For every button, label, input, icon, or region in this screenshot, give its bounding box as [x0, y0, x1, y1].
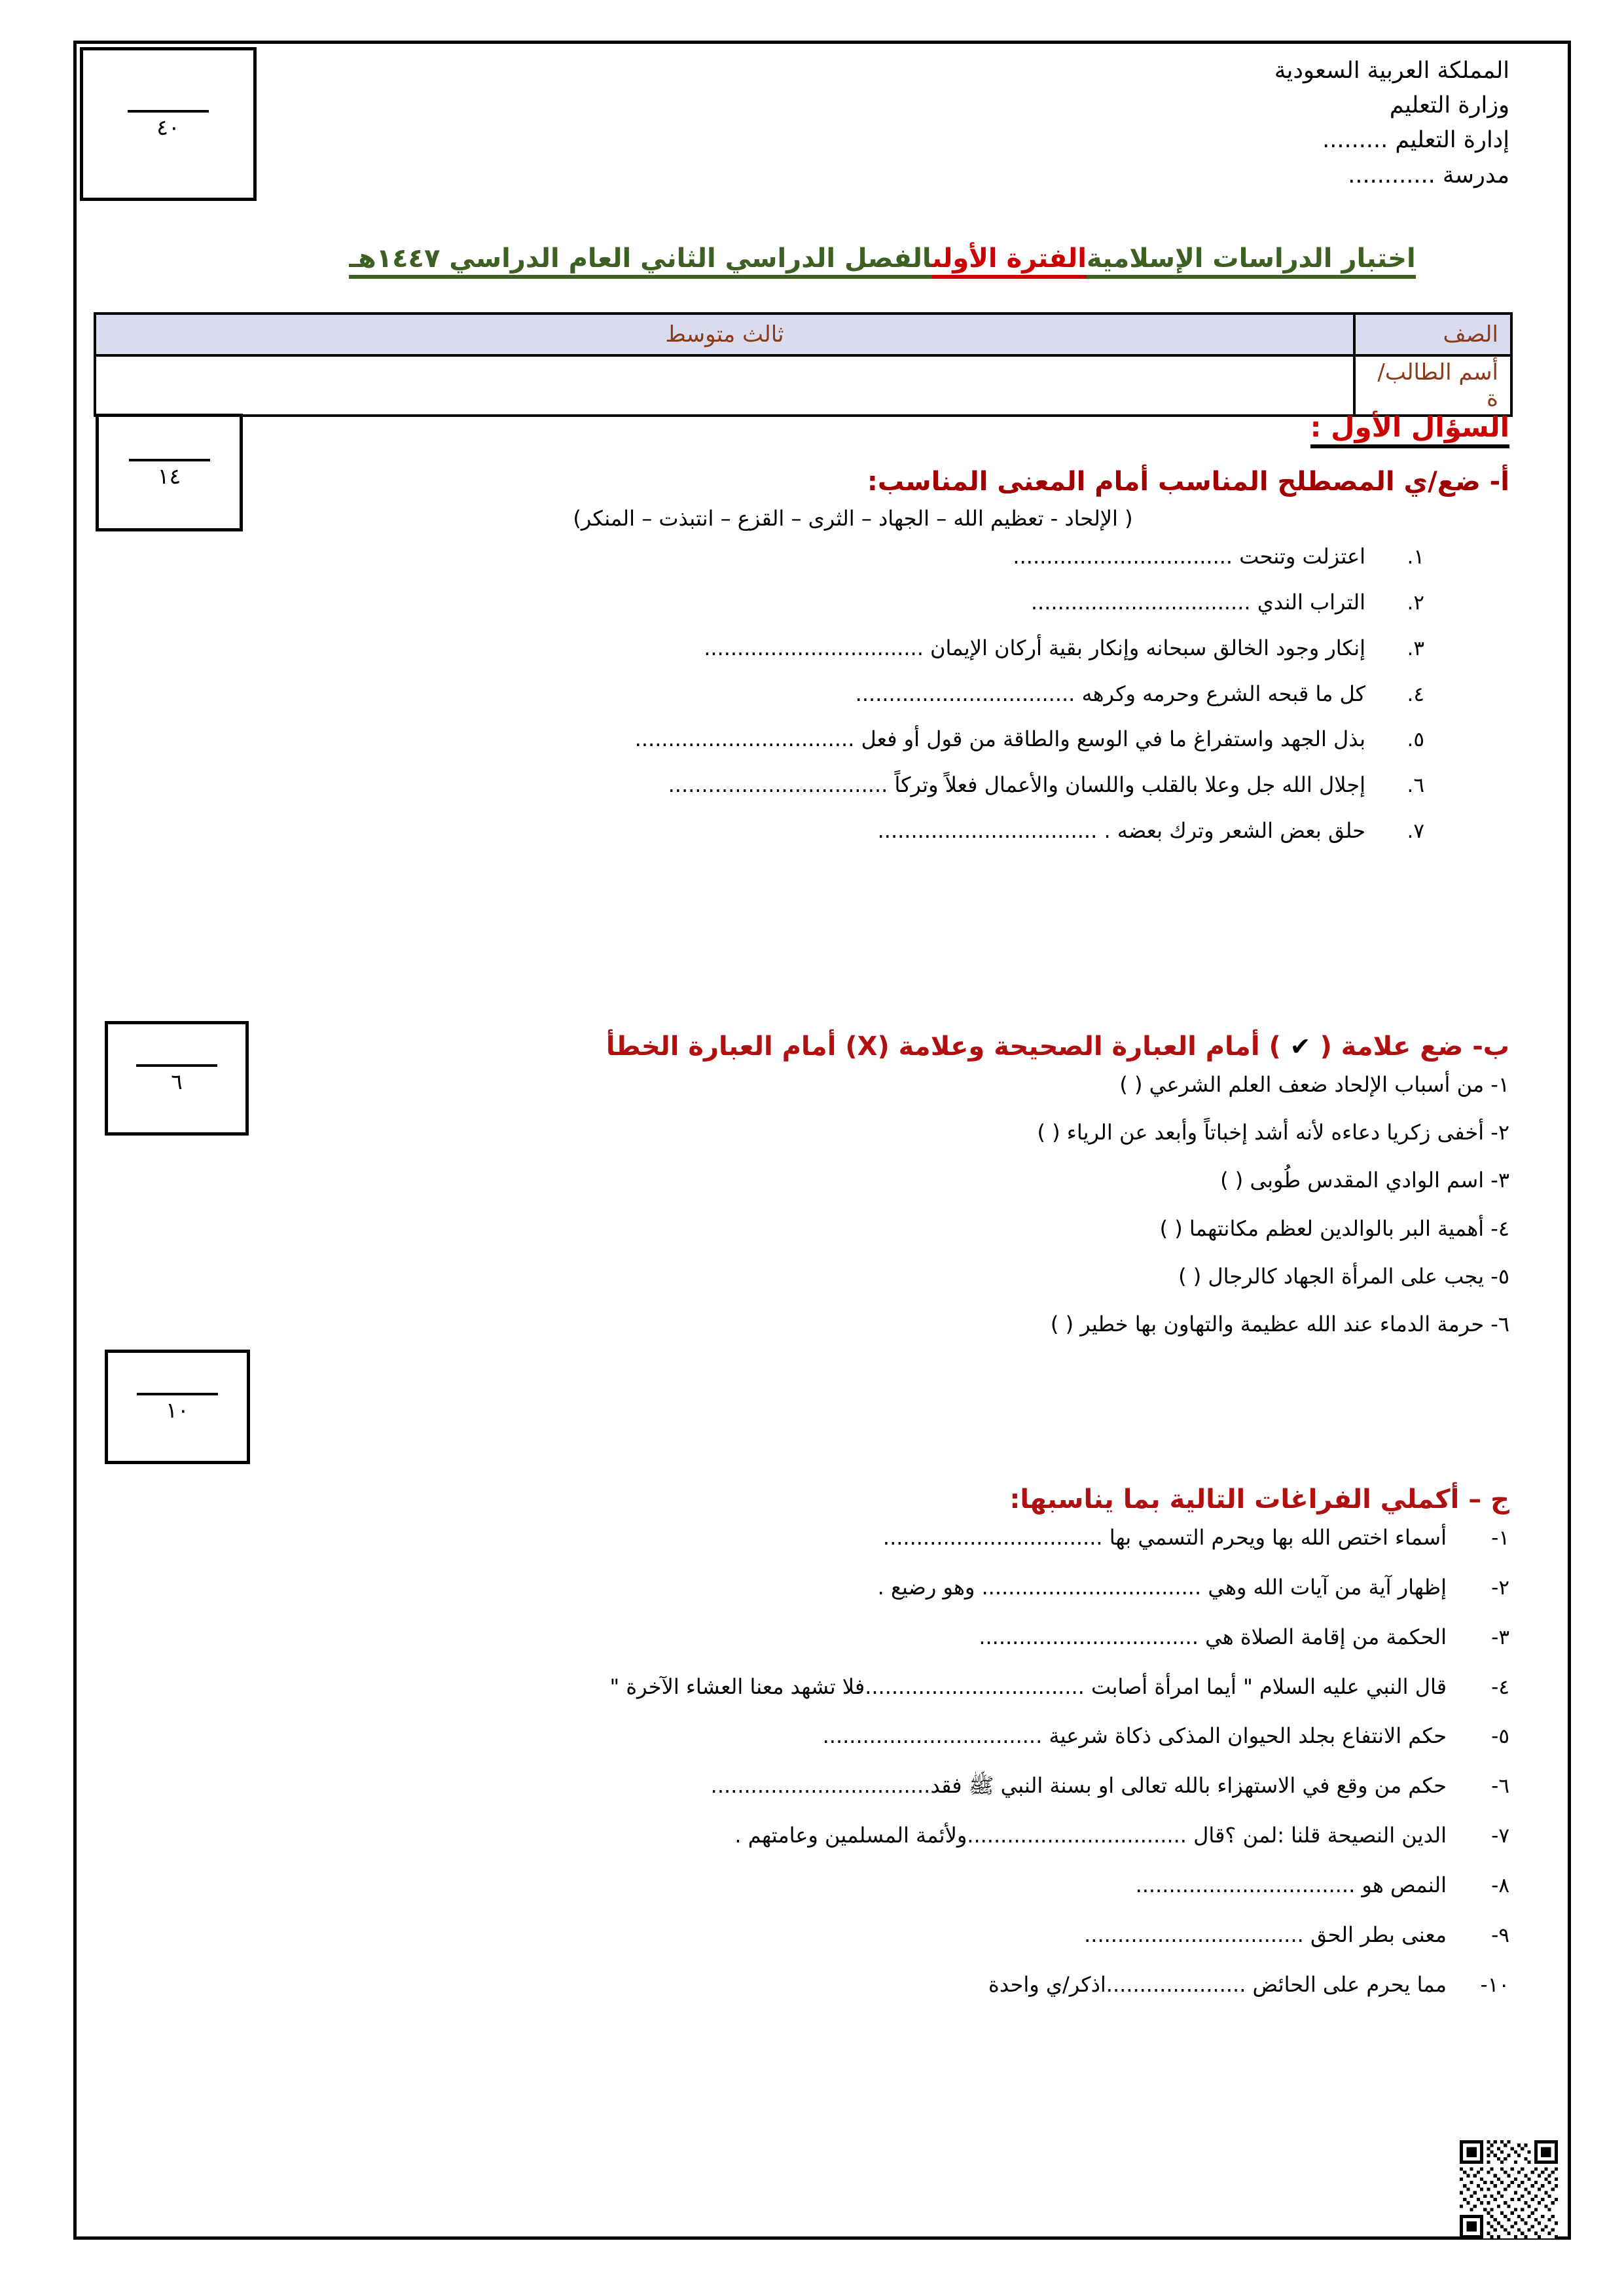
section-c-item-list — [196, 1524, 1509, 1999]
list-item-text[interactable]: أسماء اختص الله بها ويحرم التسمي بها ................................. — [882, 1525, 1447, 1550]
fraction-rule — [137, 1393, 218, 1395]
list-item — [196, 1166, 1509, 1194]
list-item — [196, 1673, 1509, 1702]
mark-box-q1c-inner — [137, 1393, 218, 1421]
question-1-title: السؤال الأول : — [1310, 411, 1509, 448]
list-item-number: ٣- — [1491, 1625, 1509, 1649]
label-class: الصف — [1354, 314, 1511, 355]
list-item — [196, 725, 1424, 754]
school-identity-block — [1274, 54, 1509, 193]
list-item — [196, 1071, 1509, 1099]
list-item-text[interactable]: الحكمة من إقامة الصلاة هي ................................. — [979, 1624, 1447, 1649]
list-item-number: ٢- — [1491, 1575, 1509, 1600]
list-item-text[interactable]: إنكار وجود الخالق سبحانه وإنكار بقية أركان الإيمان ................................. — [704, 635, 1365, 660]
list-item-text[interactable]: إجلال الله جل وعلا بالقلب واللسان والأعمال فعلاً وتركاً ................................. — [668, 772, 1365, 798]
section-a-item-list — [196, 543, 1424, 846]
list-item — [196, 588, 1424, 617]
list-item — [196, 817, 1424, 846]
list-item-number: ١- — [1490, 1072, 1509, 1097]
section-c-heading: ج – أكملي الفراغات التالية بما يناسبها: — [1009, 1484, 1509, 1515]
list-item — [196, 1215, 1509, 1243]
list-item-text: حرمة الدماء عند الله عظيمة والتهاون بها خطير ( — [1065, 1311, 1485, 1336]
mark-box-q1a-value: ١٤ — [157, 463, 181, 489]
list-item-text[interactable]: التراب الندي ................................. — [1030, 589, 1365, 615]
answer-blank[interactable]: ) — [1050, 1311, 1059, 1336]
list-item-number: ٥- — [1490, 1263, 1509, 1289]
list-item — [196, 1871, 1509, 1900]
list-item — [196, 634, 1424, 663]
list-item — [196, 771, 1424, 800]
list-item — [196, 680, 1424, 709]
mark-box-total-value: ٤٠ — [156, 115, 180, 140]
list-item — [196, 1722, 1509, 1751]
section-b-item-list — [196, 1071, 1509, 1338]
list-item-text[interactable]: الدين النصيحة قلنا :لمن ؟قال .................................ولأئمة المسلمين وعامتهم . — [734, 1823, 1447, 1848]
list-item-number: ٦. — [1407, 774, 1424, 798]
student-info-table — [94, 312, 1513, 417]
section-b-heading-post: ) أمام العبارة الصحيحة وعلامة (X) أمام العبارة الخطأ — [605, 1031, 1290, 1062]
list-item-text[interactable]: حكم الانتفاع بجلد الحيوان المذكى ذكاة شرعية ................................. — [822, 1723, 1447, 1749]
answer-blank[interactable]: ) — [1037, 1120, 1045, 1145]
exam-title — [255, 243, 1509, 274]
identity-line-school: مدرسة ............ — [1348, 162, 1509, 188]
identity-line-kingdom: المملكة العربية السعودية — [1274, 58, 1509, 84]
list-item-text[interactable]: مما يحرم على الحائض .....................اذكر/ي واحدة — [988, 1971, 1447, 1997]
list-item-number: ٣- — [1490, 1168, 1509, 1193]
mark-box-q1c-value: ١٠ — [166, 1397, 189, 1423]
list-item-number: ١٠- — [1480, 1973, 1509, 1997]
list-item-number: ٤- — [1490, 1215, 1509, 1241]
list-item — [196, 1263, 1509, 1291]
identity-line-department: إدارة التعليم ......... — [1322, 127, 1509, 154]
list-item-text: اسم الوادي المقدس طُوبى ( — [1235, 1168, 1485, 1193]
list-item — [196, 1310, 1509, 1338]
list-item-number: ٢- — [1490, 1120, 1509, 1145]
list-item-number: ٤- — [1491, 1675, 1509, 1699]
mark-box-q1c[interactable] — [105, 1350, 250, 1464]
list-item — [196, 1971, 1509, 2000]
section-b-heading-pre: ب- ضع علامة ( — [1310, 1031, 1509, 1062]
checkmark-icon: ✔ — [1290, 1032, 1311, 1061]
list-item-text[interactable]: اعتزلت وتنحت ................................. — [1013, 544, 1365, 569]
label-student-name: أسم الطالب/ة — [1354, 355, 1511, 416]
list-item-text: أخفى زكريا دعاءه لأنه أشد إخباتاً وأبعد عن الرياء ( — [1052, 1120, 1485, 1145]
list-item-number: ٧- — [1491, 1824, 1509, 1848]
question-1-section-b — [196, 1020, 1509, 1358]
exam-title-part1: اختبار الدراسات الإسلامية — [1087, 243, 1416, 279]
list-item-text[interactable]: النمص هو ................................. — [1135, 1872, 1447, 1897]
list-item — [196, 543, 1424, 571]
list-item-number: ٩- — [1491, 1923, 1509, 1947]
list-item — [196, 1524, 1509, 1552]
list-item-text: من أسباب الإلحاد ضعف العلم الشرعي ( — [1134, 1072, 1485, 1097]
list-item-number: ٥. — [1407, 728, 1424, 752]
list-item-text[interactable]: بذل الجهد واستفراغ ما في الوسع والطاقة من قول أو فعل ................................. — [634, 726, 1365, 752]
list-item-text[interactable]: معنى بطر الحق ................................. — [1084, 1922, 1447, 1947]
list-item-number: ٤. — [1407, 682, 1424, 706]
list-item-text: أهمية البر بالوالدين لعظم مكانتهما ( — [1174, 1215, 1485, 1241]
mark-box-q1b-value: ٦ — [171, 1069, 183, 1094]
table-row-student-name — [95, 355, 1511, 416]
list-item-number: ٦- — [1491, 1774, 1509, 1799]
list-item — [196, 1821, 1509, 1850]
exam-title-part2: الفصل الدراسي الثاني العام الدراسي ١٤٤٧هـ — [349, 243, 932, 279]
qr-code-icon — [1460, 2140, 1558, 2238]
list-item — [196, 1119, 1509, 1147]
value-student-name[interactable] — [95, 355, 1354, 416]
section-a-wordbank: ( الإلحاد - تعظيم الله – الجهاد – الثرى – القزع – انتبذت – المنكر) — [573, 506, 1133, 531]
answer-blank[interactable]: ) — [1178, 1263, 1187, 1289]
list-item — [196, 1573, 1509, 1602]
list-item-text[interactable]: حلق بعض الشعر وترك بعضه . ................................. — [877, 818, 1365, 844]
exam-title-period: الفترة الأولى — [932, 243, 1087, 279]
list-item-text[interactable]: قال النبي عليه السلام " أيما امرأة أصابت .................................فلا تشهد معنا العشاء الآخرة " — [609, 1674, 1447, 1699]
section-b-heading — [196, 1031, 1509, 1062]
value-class: ثالث متوسط — [95, 314, 1354, 355]
answer-blank[interactable]: ) — [1159, 1215, 1168, 1241]
fraction-rule — [128, 110, 209, 113]
list-item-number: ٦- — [1490, 1311, 1509, 1336]
list-item-number: ٨- — [1491, 1873, 1509, 1897]
question-1-section-c — [196, 1473, 1509, 2020]
list-item-number: ٥- — [1491, 1725, 1509, 1749]
list-item-number: ٣. — [1407, 636, 1424, 660]
mark-box-total[interactable] — [80, 47, 257, 201]
list-item-text[interactable]: إظهار آية من آيات الله وهي ................................. وهو رضيع . — [877, 1574, 1447, 1600]
list-item — [196, 1623, 1509, 1652]
list-item-number: ٧. — [1407, 819, 1424, 844]
list-item-text: يجب على المرأة الجهاد كالرجال ( — [1193, 1263, 1485, 1289]
answer-blank[interactable]: ) — [1220, 1168, 1229, 1193]
table-row-class — [95, 314, 1511, 355]
list-item-number: ٢. — [1407, 590, 1424, 615]
section-a-heading: أ- ضع/ي المصطلح المناسب أمام المعنى المناسب: — [867, 467, 1509, 497]
mark-box-total-inner — [128, 110, 209, 138]
answer-blank[interactable]: ) — [1119, 1072, 1128, 1097]
identity-line-ministry: وزارة التعليم — [1389, 92, 1509, 119]
list-item-number: ١. — [1407, 545, 1424, 569]
list-item — [196, 1921, 1509, 1950]
question-1-section-a — [196, 411, 1509, 863]
list-item — [196, 1772, 1509, 1801]
list-item-text[interactable]: حكم من وقع في الاستهزاء بالله تعالى او بسنة النبي ﷺ فقد................................. — [710, 1773, 1447, 1799]
list-item-number: ١- — [1491, 1526, 1509, 1550]
list-item-text[interactable]: كل ما قبحه الشرع وحرمه وكرهه ................................. — [855, 681, 1365, 706]
